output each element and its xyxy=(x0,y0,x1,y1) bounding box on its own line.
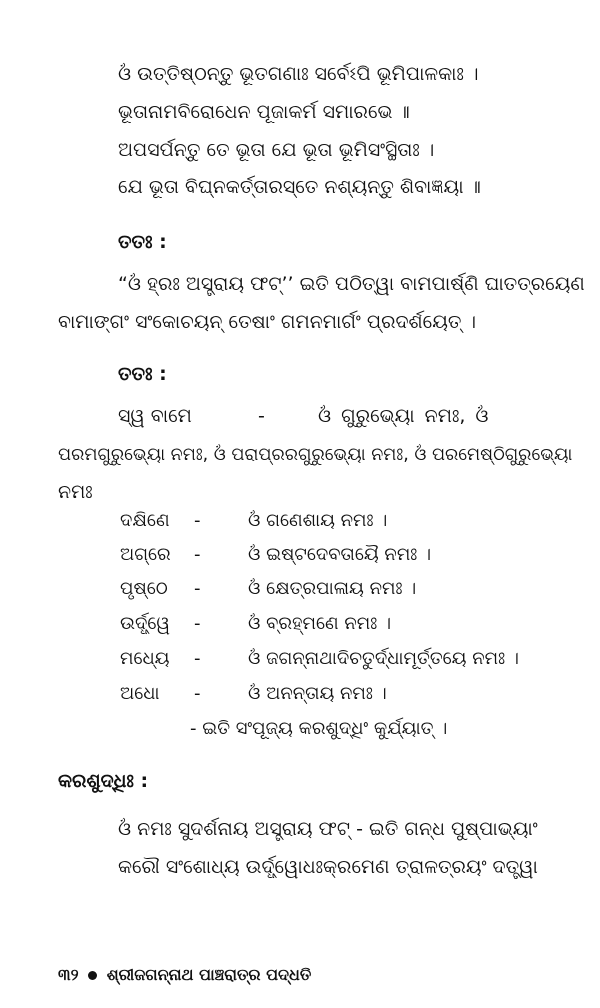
direction-mantra: ଓଁ ଇଷ୍ଟଦେବତାୟୈ ନମଃ । xyxy=(248,544,432,565)
iti-line: - ଇତି ସଂପୂଜ୍ୟ କରଶୁଦ୍ଧିଂ କୁର୍ଯ୍ୟାତ୍ । xyxy=(190,718,448,739)
direction-row xyxy=(120,644,560,674)
direction-row xyxy=(120,540,560,570)
verse-line-3: ଅପସର୍ପନ୍ତୁ ତେ ଭୂତା ଯେ ଭୂତା ଭୂମିସଂସ୍ଥିତାଃ । xyxy=(118,139,435,161)
karashuddhi-heading: କରଶୁଦ୍ଧିଃ : xyxy=(58,770,149,792)
direction-mantra: ଓଁ ବ୍ରହ୍ମଣେ ନମଃ । xyxy=(248,613,392,634)
page-footer xyxy=(58,965,311,985)
tatah-heading-2: ତତଃ : xyxy=(118,363,167,385)
direction-row xyxy=(120,679,560,709)
bullet-icon xyxy=(88,971,97,980)
paragraph-2-line-2: କରୌ ସଂଶୋଧ୍ୟ ଉର୍ଦ୍ଧ୍ୱୋଧଃକ୍ରମେଣ ତ୍ରାଳତ୍ରୟଂ ଦତ୍ତ୍ୱା xyxy=(118,856,538,878)
paragraph-1-line-1: “ଓଁ ହ୍ରଃ ଅସ୍ତ୍ରାୟ ଫଟ୍’’ ଇତି ପଠିତ୍ୱା ବାମପାର୍ଷ୍ଣି ଘାତତ୍ରୟେଣ xyxy=(118,273,585,295)
verse-line-4: ଯେ ଭୂତା ବିଘ୍ନକର୍ତ୍ତାରସ୍ତେ ନଶ୍ୟନ୍ତୁ ଶିବାଜ୍ଞୟା ॥ xyxy=(118,176,481,198)
guru-line-1: ଓଁ ଗୁରୁଭ୍ୟୋ ନମଃ, ଓଁ xyxy=(318,405,489,427)
direction-label: ଅଧୋ xyxy=(120,683,160,704)
direction-dash: - xyxy=(194,510,201,531)
direction-row xyxy=(120,609,560,639)
direction-dash: - xyxy=(194,683,201,704)
paragraph-1-line-2: ବାମାଙ୍ଗଂ ସଂକୋଚୟନ୍ ତେଷାଂ ଗମନମାର୍ଗଂ ପ୍ରଦର୍ଶୟେତ୍ । xyxy=(58,311,477,333)
direction-label: ଉର୍ଦ୍ଧ୍ୱେ xyxy=(120,613,170,634)
direction-row xyxy=(120,506,560,536)
direction-row xyxy=(120,574,560,604)
direction-dash: - xyxy=(194,613,201,634)
direction-mantra: ଓଁ ଗଣେଶାୟ ନମଃ । xyxy=(248,510,388,531)
direction-dash: - xyxy=(194,544,201,565)
direction-dash: - xyxy=(194,648,201,669)
paragraph-2-line-1: ଓଁ ନମଃ ସୁଦର୍ଶନାୟ ଅସ୍ତ୍ରାୟ ଫଟ୍ - ଇତି ଗନ୍ଧ ପୁଷ୍ପାଭ୍ୟାଂ xyxy=(118,818,538,840)
verse-line-2: ଭୂତାନାମବିରୋଧେନ ପୂଜାକର୍ମ ସମାରଭେ ॥ xyxy=(118,101,410,123)
verse-line-1: ଓଁ ଉତ୍ତିଷ୍ଠନ୍ତୁ ଭୂତଗଣାଃ ସର୍ବେଽପି ଭୂମିପାଳକାଃ । xyxy=(118,63,479,85)
direction-mantra: ଓଁ କ୍ଷେତ୍ରପାଳାୟ ନମଃ । xyxy=(248,578,417,599)
direction-mantra: ଓଁ ଅନନ୍ତାୟ ନମଃ । xyxy=(248,683,387,704)
direction-label: ଦକ୍ଷିଣେ xyxy=(120,510,170,531)
book-title: ଶ୍ରୀଜଗନ୍ନାଥ ପାଞ୍ଚରାତ୍ର ପଦ୍ଧତି xyxy=(106,965,312,984)
direction-label: ପୃଷ୍ଠେ xyxy=(120,578,168,599)
guru-line-3: ନମଃ xyxy=(58,481,93,503)
direction-dash: - xyxy=(194,578,201,599)
direction-mantra: ଓଁ ଜଗନ୍ନାଥାଦିଚତୁର୍ଦ୍ଧାମୂର୍ତ୍ତୟେ ନମଃ । xyxy=(248,648,519,669)
tatah-heading-1: ତତଃ : xyxy=(118,231,167,253)
guru-line-2: ପରମଗୁରୁଭ୍ୟୋ ନମଃ, ଓଁ ପରାପ୍ରରଗୁରୁଭ୍ୟୋ ନମଃ, ଓଁ ପରମେଷ୍ଠିଗୁରୁଭ୍ୟୋ xyxy=(58,445,573,465)
guru-label: ସ୍ୱ ବାମେ xyxy=(118,405,192,427)
direction-label: ମଧ୍ୟେ xyxy=(120,648,170,669)
guru-dash: - xyxy=(258,405,265,427)
page-number: ୩୨ xyxy=(58,965,79,984)
direction-label: ଅଗ୍ରେ xyxy=(120,544,171,565)
